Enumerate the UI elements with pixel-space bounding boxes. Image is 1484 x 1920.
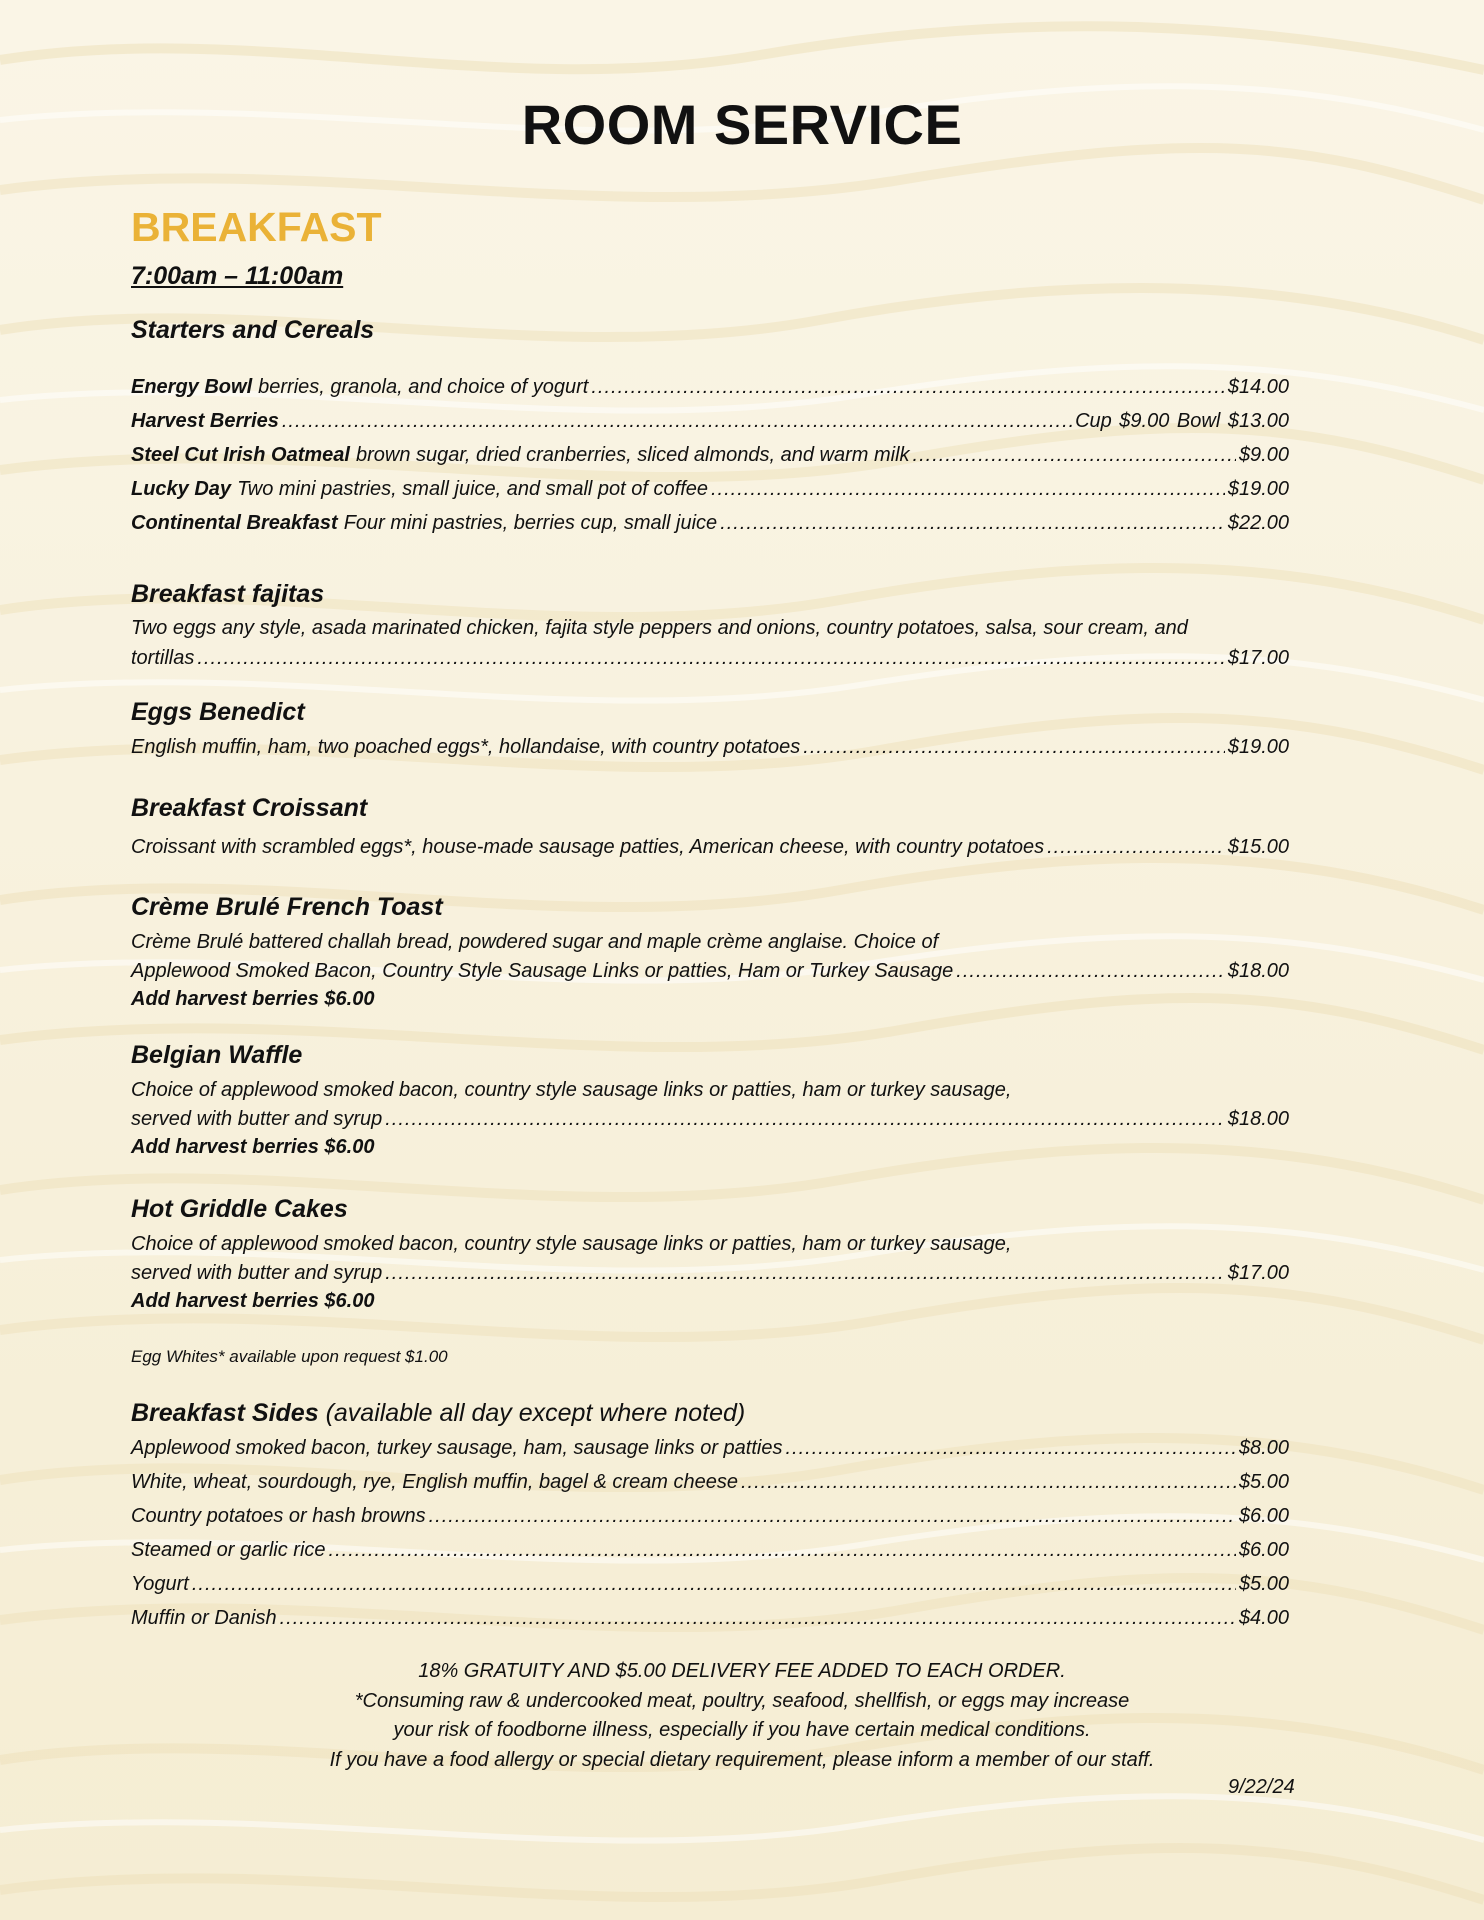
- croissant-heading: Breakfast Croissant: [131, 794, 368, 822]
- item-desc: Yogurt: [131, 1573, 189, 1595]
- dot-leader: [956, 958, 1225, 984]
- item-price: $15.00: [1227, 836, 1289, 858]
- dot-leader: [720, 510, 1225, 536]
- side-item: [131, 1537, 1289, 1563]
- item-name: Energy Bowl: [131, 376, 253, 398]
- side-item: [131, 1571, 1289, 1597]
- item-price: $14.00: [1227, 376, 1289, 398]
- side-item: [131, 1503, 1289, 1529]
- dot-leader: [913, 442, 1236, 468]
- waffle-desc-line1: Choice of applewood smoked bacon, country style sausage links or patties, ham or turkey sausage,: [131, 1079, 1012, 1101]
- item-desc: brown sugar, dried cranberries, sliced almonds, and warm milk: [355, 444, 910, 466]
- dot-leader: [785, 1435, 1235, 1461]
- dot-leader: [282, 408, 1072, 434]
- item-desc: Steamed or garlic rice: [131, 1539, 326, 1561]
- item-price: $19.00: [1227, 478, 1289, 500]
- griddle-desc-line2: [131, 1260, 1289, 1286]
- griddle-heading: Hot Griddle Cakes: [131, 1195, 348, 1223]
- fajitas-desc-line2: [131, 645, 1289, 671]
- dot-leader: [711, 476, 1225, 502]
- item-price: $17.00: [1227, 1262, 1289, 1284]
- item-price: $22.00: [1227, 512, 1289, 534]
- dot-leader: [803, 734, 1225, 760]
- footer-gratuity: 18% GRATUITY AND $5.00 DELIVERY FEE ADDED TO EACH ORDER.: [418, 1660, 1066, 1682]
- item-price: Cup $9.00 Bowl $13.00: [1075, 410, 1289, 432]
- item-desc: served with butter and syrup: [131, 1108, 383, 1130]
- item-desc: berries, granola, and choice of yogurt: [258, 376, 589, 398]
- item-desc: Muffin or Danish: [131, 1607, 277, 1629]
- french-toast-addon: Add harvest berries $6.00: [131, 988, 375, 1010]
- item-desc: Croissant with scrambled eggs*, house-made sausage patties, American cheese, with country potatoes: [131, 836, 1045, 858]
- dot-leader: [192, 1571, 1236, 1597]
- benedict-heading: Eggs Benedict: [131, 698, 305, 726]
- footer-consumption-warning: *Consuming raw & undercooked meat, poultry, seafood, shellfish, or eggs may increase: [354, 1690, 1130, 1712]
- item-name: Steel Cut Irish Oatmeal: [131, 444, 350, 466]
- fajitas-desc-line1: Two eggs any style, asada marinated chicken, fajita style peppers and onions, country potatoes, salsa, sour cream, and: [131, 617, 1188, 639]
- item-name: Harvest Berries: [131, 410, 279, 432]
- item-price: $8.00: [1238, 1437, 1289, 1459]
- item-price: $18.00: [1227, 1108, 1289, 1130]
- benedict-desc: [131, 734, 1289, 760]
- dot-leader: [280, 1605, 1236, 1631]
- footer-allergy-note: If you have a food allergy or special dietary requirement, please inform a member of our staff.: [329, 1749, 1155, 1771]
- dot-leader: [197, 645, 1224, 671]
- item-desc: Applewood Smoked Bacon, Country Style Sausage Links or patties, Ham or Turkey Sausage: [131, 960, 954, 982]
- side-item: [131, 1469, 1289, 1495]
- dot-leader: [591, 374, 1224, 400]
- item-desc: served with butter and syrup: [131, 1262, 383, 1284]
- footer-risk-note: your risk of foodborne illness, especially if you have certain medical conditions.: [393, 1719, 1091, 1741]
- dot-leader: [329, 1537, 1236, 1563]
- item-desc: tortillas: [131, 647, 195, 669]
- french-toast-desc-line2: [131, 958, 1289, 984]
- breakfast-hours: 7:00am – 11:00am: [131, 262, 344, 290]
- item-desc: White, wheat, sourdough, rye, English muffin, bagel & cream cheese: [131, 1471, 738, 1493]
- griddle-desc-line1: Choice of applewood smoked bacon, country style sausage links or patties, ham or turkey sausage,: [131, 1233, 1012, 1255]
- menu-date: 9/22/24: [1228, 1776, 1295, 1798]
- menu-item-harvest-berries: [131, 408, 1289, 434]
- menu-item-energy-bowl: [131, 374, 1289, 400]
- item-desc: English muffin, ham, two poached eggs*, hollandaise, with country potatoes: [131, 736, 801, 758]
- item-price: $19.00: [1227, 736, 1289, 758]
- item-desc: Four mini pastries, berries cup, small juice: [343, 512, 718, 534]
- side-item: [131, 1435, 1289, 1461]
- sides-heading: [131, 1399, 745, 1428]
- sides-note: (available all day except where noted): [325, 1399, 746, 1427]
- item-name: Continental Breakfast: [131, 512, 338, 534]
- item-price: $6.00: [1238, 1539, 1289, 1561]
- section-title-breakfast: BREAKFAST: [131, 204, 382, 250]
- page-title: ROOM SERVICE: [521, 93, 963, 156]
- dot-leader: [741, 1469, 1236, 1495]
- starters-heading: Starters and Cereals: [131, 316, 375, 344]
- dot-leader: [429, 1503, 1236, 1529]
- egg-whites-note: Egg Whites* available upon request $1.00: [131, 1347, 448, 1366]
- dot-leader: [385, 1260, 1225, 1286]
- waffle-addon: Add harvest berries $6.00: [131, 1136, 375, 1158]
- menu-item-continental: [131, 510, 1289, 536]
- dot-leader: [385, 1106, 1225, 1132]
- waffle-heading: Belgian Waffle: [131, 1041, 303, 1069]
- item-price: $18.00: [1227, 960, 1289, 982]
- menu-item-lucky-day: [131, 476, 1289, 502]
- item-price: $5.00: [1238, 1471, 1289, 1493]
- item-price: $17.00: [1227, 647, 1289, 669]
- sides-title: Breakfast Sides: [131, 1399, 319, 1427]
- item-price: $6.00: [1238, 1505, 1289, 1527]
- item-price: $9.00: [1238, 444, 1289, 466]
- griddle-addon: Add harvest berries $6.00: [131, 1290, 375, 1312]
- item-desc: Applewood smoked bacon, turkey sausage, ham, sausage links or patties: [131, 1437, 783, 1459]
- french-toast-heading: Crème Brulé French Toast: [131, 893, 443, 921]
- fajitas-heading: Breakfast fajitas: [131, 580, 325, 608]
- waffle-desc-line2: [131, 1106, 1289, 1132]
- menu-item-oatmeal: [131, 442, 1289, 468]
- item-name: Lucky Day: [131, 478, 232, 500]
- item-price: $5.00: [1238, 1573, 1289, 1595]
- item-price: $4.00: [1238, 1607, 1289, 1629]
- item-desc: Country potatoes or hash browns: [131, 1505, 426, 1527]
- croissant-desc: [131, 834, 1289, 860]
- item-desc: Two mini pastries, small juice, and small pot of coffee: [237, 478, 708, 500]
- french-toast-desc-line1: Crème Brulé battered challah bread, powdered sugar and maple crème anglaise. Choice of: [131, 931, 939, 953]
- dot-leader: [1047, 834, 1225, 860]
- side-item: [131, 1605, 1289, 1631]
